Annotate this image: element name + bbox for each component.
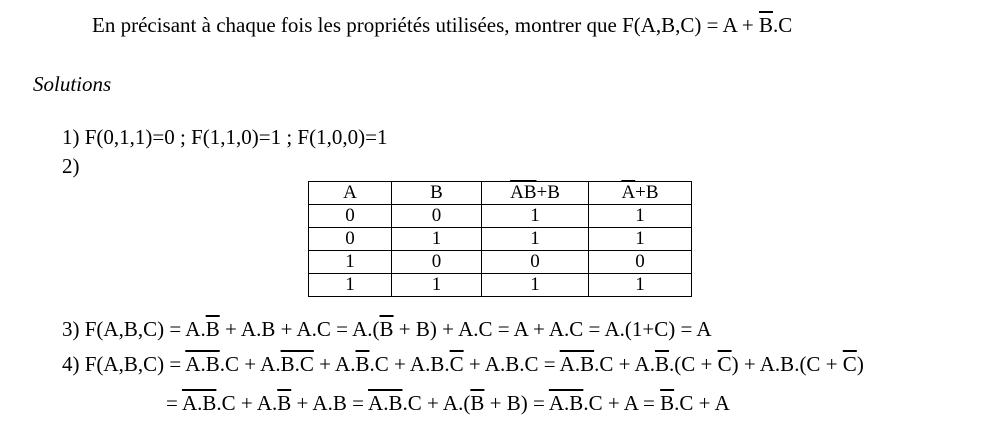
c-complement: $\overline{C}$ xyxy=(717,352,732,376)
b-complement: $\overline{B}$ xyxy=(470,391,485,415)
table-row: 1 1 1 1 xyxy=(309,274,692,297)
statement-text: En précisant à chaque fois les propriétés utilisées, montrer que xyxy=(92,13,623,37)
table-row: 1 0 0 0 xyxy=(309,251,692,274)
b-complement: $\overline{B}$ xyxy=(379,317,394,341)
ab-complement: $\overline{AB}$ xyxy=(510,182,537,203)
a-b-complement: A.B xyxy=(559,352,595,376)
item-1: 1) F(0,1,1)=0 ; F(1,1,0)=1 ; F(1,0,0)=1 xyxy=(62,125,388,149)
solutions-heading: Solutions xyxy=(33,72,112,96)
b-complement: $\overline{B}$ xyxy=(660,391,675,415)
header-b: B xyxy=(392,182,482,205)
b-complement: $\overline{B}$ xyxy=(758,13,773,37)
statement-formula-lhs: F(A,B,C) = A + xyxy=(622,13,759,37)
b-complement: $\overline{B}$ xyxy=(654,352,669,376)
a-b-complement: A.B xyxy=(185,352,220,376)
item-3: 3) $F(A,B,C) = A.\overline{B} + A.B + A.C = A.(\overline{B} + B) + A.C = A + A.C = A.(1+C) = A$ xyxy=(62,317,712,341)
b-complement: $\overline{B}$ xyxy=(205,317,220,341)
item-2: 2) xyxy=(62,154,80,178)
a-b-complement: A.B xyxy=(181,391,217,415)
b-c-complement: B.C xyxy=(280,352,314,376)
a-b-complement: A.B xyxy=(368,391,403,415)
table-header-row xyxy=(309,182,692,205)
table-row: 0 1 1 1 xyxy=(309,228,692,251)
statement-formula-tail: .C xyxy=(772,13,793,37)
c-complement: $\overline{C}$ xyxy=(449,352,464,376)
c-complement: $\overline{C}$ xyxy=(842,352,857,376)
a-complement: $\overline{A}$ xyxy=(621,182,636,203)
item-4-line-1: 4) $F(A,B,C) = A.B.C + A.B.C + A.\overline{B}.C + A.B.\overline{C} + A.B.C = A.B.C + A.\overline{B}.(C + \overline{C}) + A.B.(C + \overline{C})$ xyxy=(62,352,864,376)
header-not-a-plus-b: $\overline{A}+B$ xyxy=(589,182,692,205)
header-not-ab-plus-b: $\overline{AB}+B$ xyxy=(482,182,589,205)
truth-table xyxy=(308,181,692,297)
header-a: A xyxy=(309,182,392,205)
b-complement: $\overline{B}$ xyxy=(355,352,370,376)
exercise-statement xyxy=(92,12,792,38)
table-row: 0 0 1 1 xyxy=(309,205,692,228)
b-complement: $\overline{B}$ xyxy=(277,391,292,415)
item-4-line-2: = $A.B.C + A.\overline{B} + A.B = A.B.C + A.(\overline{B} + B) = A.B.C + A = \overline{B}.C + A$ xyxy=(166,391,730,415)
a-b-complement: A.B xyxy=(548,391,584,415)
